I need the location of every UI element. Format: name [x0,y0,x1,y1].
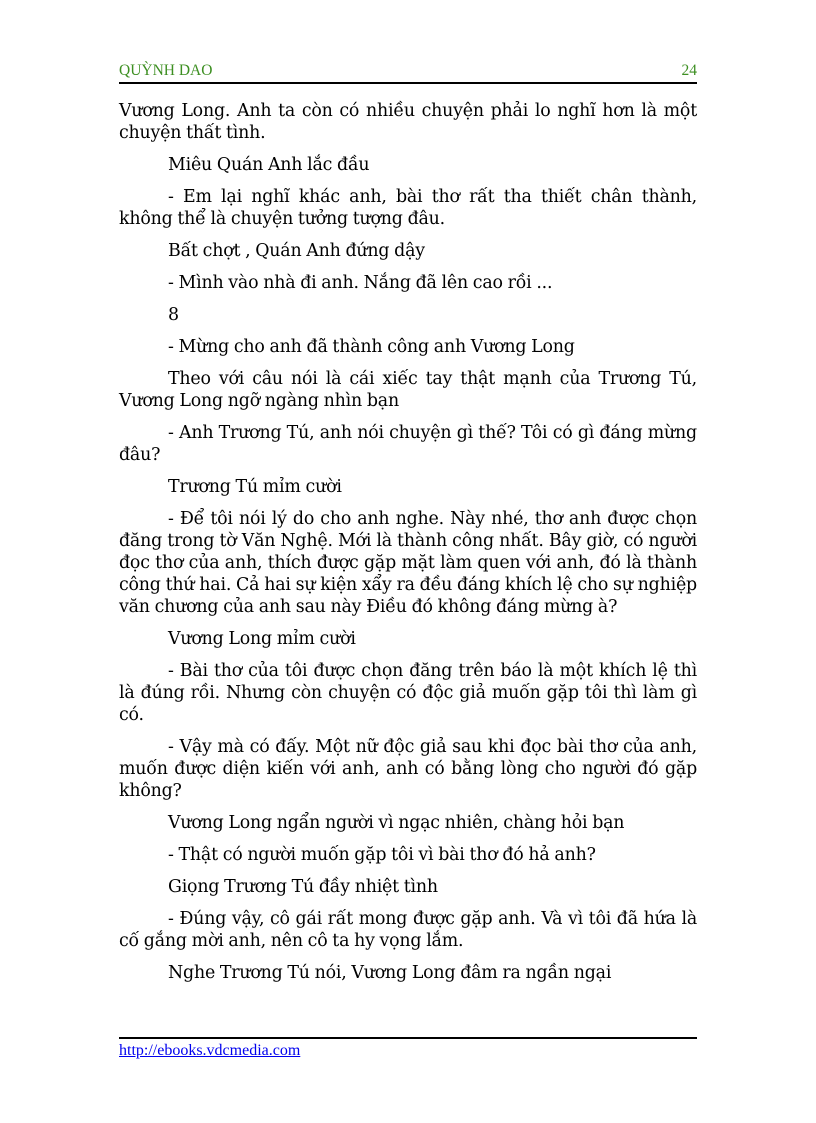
footer-website-link[interactable]: http://ebooks.vdcmedia.com [119,1042,301,1059]
paragraph: Vương Long mỉm cười [168,629,356,649]
paragraph: Miêu Quán Anh lắc đầu [168,155,370,175]
page-header [119,62,697,84]
header-author: QUỲNH DAO [119,62,213,79]
paragraph: Trương Tú mỉm cười [168,477,342,497]
paragraph: Theo với câu nói là cái xiếc tay thật mạnh của Trương Tú, Vương Long ngỡ ngàng nhìn bạn [119,369,697,411]
paragraph: - Vậy mà có đấy. Một nữ độc giả sau khi đọc bài thơ của anh, muốn được diện kiến với anh, anh có bằng lòng cho người đó gặp không? [119,737,697,801]
paragraph: - Bài thơ của tôi được chọn đăng trên báo là một khích lệ thì là đúng rồi. Nhưng còn chuyện có độc giả muốn gặp tôi thì làm gì có. [119,661,697,725]
paragraph: Bất chợt , Quán Anh đứng dậy [168,241,425,261]
paragraph: Nghe Trương Tú nói, Vương Long đâm ra ngần ngại [168,963,612,983]
paragraph: - Để tôi nói lý do cho anh nghe. Này nhé, thơ anh được chọn đăng trong tờ Văn Nghệ. Mới là thành công nhất. Bây giờ, có người đọc thơ của anh, thích được gặp mặt làm quen với anh, đó là thành công thứ hai. Cả hai sự kiện xẩy ra đều đáng khích lệ cho sự nghiệp văn chương của anh sau này Điều đó không đáng mừng à? [119,509,697,617]
paragraph: Vương Long. Anh ta còn có nhiều chuyện phải lo nghĩ hơn là một chuyện thất tình. [119,101,697,143]
paragraph: - Đúng vậy, cô gái rất mong được gặp anh. Và vì tôi đã hứa là cố gắng mời anh, nên cô ta hy vọng lắm. [119,909,697,951]
paragraph: - Em lại nghĩ khác anh, bài thơ rất tha thiết chân thành, không thể là chuyện tưởng tượng đâu. [119,187,697,229]
paragraph: - Anh Trương Tú, anh nói chuyện gì thế? Tôi có gì đáng mừng đâu? [119,423,697,465]
paragraph: Vương Long ngẩn người vì ngạc nhiên, chàng hỏi bạn [168,813,625,833]
paragraph: - Mừng cho anh đã thành công anh Vương Long [168,337,575,357]
paragraph: - Mình vào nhà đi anh. Nắng đã lên cao rồi ... [168,273,553,293]
paragraph: Giọng Trương Tú đầy nhiệt tình [168,877,438,897]
paragraph: - Thật có người muốn gặp tôi vì bài thơ đó hả anh? [168,845,596,865]
chapter-number: 8 [168,305,179,325]
page-body [119,100,697,994]
footer-divider [119,1037,697,1039]
header-page-number: 24 [681,62,697,79]
